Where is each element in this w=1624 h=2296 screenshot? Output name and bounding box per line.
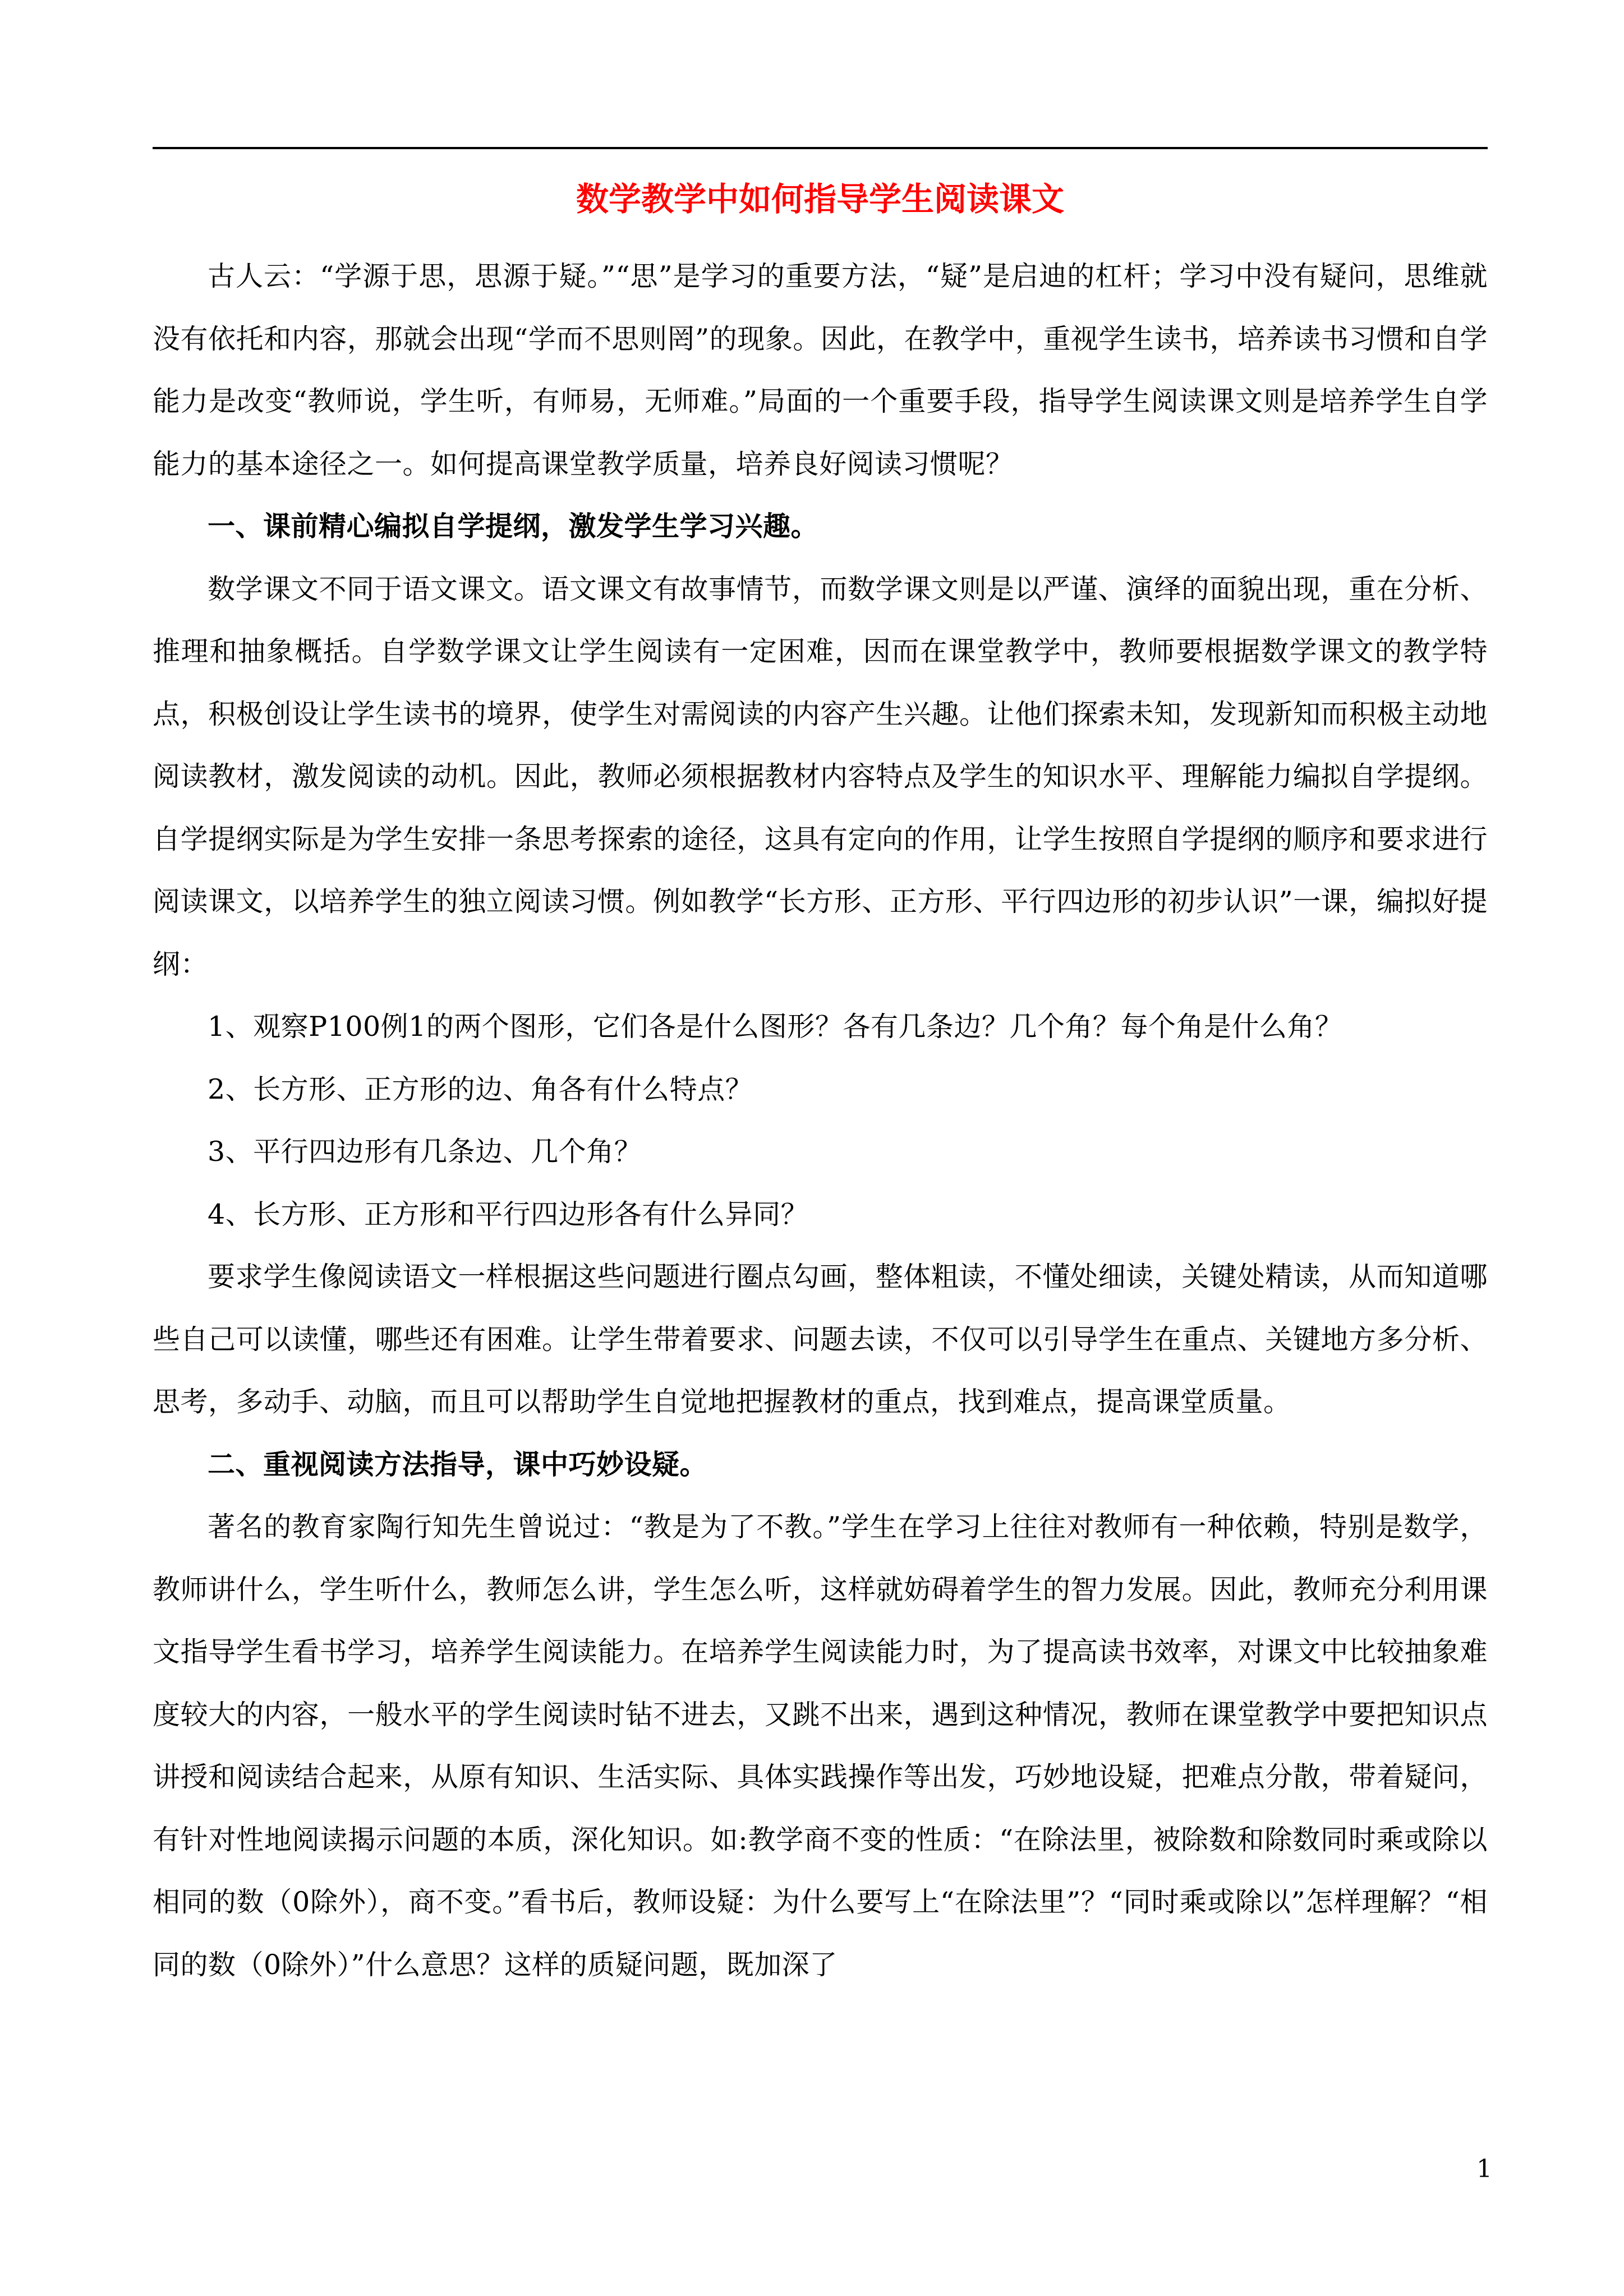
outline-item-4: 4、长方形、正方形和平行四边形各有什么异同？ <box>208 1198 809 1230</box>
document-title: 数学教学中如何指导学生阅读课文 <box>576 180 1064 218</box>
paragraph-section-1: 数学课文不同于语文课文。语文课文有故事情节，而数学课文则是以严谨、演绎的面貌出现，重在分析、推理和抽象概括。自学数学课文让学生阅读有一定困难，因而在课堂教学中，教师要根据数学课文的教学特点，积极创设让学生读书的境界，使学生对需阅读的内容产生兴趣。让他们探索未知，发现新知而积极主动地阅读教材，激发阅读的动机。因此，教师必须根据教材内容特点及学生的知识水平、理解能力编拟自学提纲。自学提纲实际是为学生安排一条思考探索的途径，这具有定向的作用，让学生按照自学提纲的顺序和要求进行阅读课文，以培养学生的独立阅读习惯。例如教学“长方形、正方形、平行四边形的初步认识”一课，编拟好提纲： <box>153 573 1488 980</box>
paragraph-intro: 古人云：“学源于思，思源于疑。”“思”是学习的重要方法，“疑”是启迪的杠杆；学习中没有疑问，思维就没有依托和内容，那就会出现“学而不思则罔”的现象。因此，在教学中，重视学生读书，培养读书习惯和自学能力是改变“教师说，学生听，有师易，无师难。”局面的一个重要手段，指导学生阅读课文则是培养学生自学能力的基本途径之一。如何提高课堂教学质量，培养良好阅读习惯呢？ <box>153 260 1488 480</box>
page-number: 1 <box>1476 2155 1492 2183</box>
outline-item-2: 2、长方形、正方形的边、角各有什么特点？ <box>208 1073 753 1105</box>
paragraph-section-2: 著名的教育家陶行知先生曾说过：“教是为了不教。”学生在学习上往往对教师有一种依赖，特别是数学，教师讲什么，学生听什么，教师怎么讲，学生怎么听，这样就妨碍着学生的智力发展。因此，教师充分利用课文指导学生看书学习，培养学生阅读能力。在培养学生阅读能力时，为了提高读书效率，对课文中比较抽象难度较大的内容，一般水平的学生阅读时钻不进去，又跳不出来，遇到这种情况，教师在课堂教学中要把知识点讲授和阅读结合起来，从原有知识、生活实际、具体实践操作等出发，巧妙地设疑，把难点分散，带着疑问，有针对性地阅读揭示问题的本质，深化知识。如:教学商不变的性质：“在除法里，被除数和除数同时乘或除以相同的数（0除外），商不变。”看书后，教师设疑：为什么要写上“在除法里”？“同时乘或除以”怎样理解？“相同的数（0除外）”什么意思？这样的质疑问题，既加深了 <box>153 1511 1488 1981</box>
section-heading-2: 二、重视阅读方法指导，课中巧妙设疑。 <box>208 1447 708 1481</box>
paragraph-reading-requirements: 要求学生像阅读语文一样根据这些问题进行圈点勾画，整体粗读，不懂处细读，关键处精读，从而知道哪些自己可以读懂，哪些还有困难。让学生带着要求、问题去读，不仅可以引导学生在重点、关键地方多分析、思考，多动手、动脑，而且可以帮助学生自觉地把握教材的重点，找到难点，提高课堂质量。 <box>153 1261 1488 1418</box>
document-body <box>153 245 1488 1996</box>
outline-item-3: 3、平行四边形有几条边、几个角？ <box>208 1136 642 1168</box>
header-rule <box>153 147 1488 149</box>
outline-item-1: 1、观察P100例1的两个图形，它们各是什么图形？各有几条边？几个角？每个角是什么角？ <box>208 1011 1343 1043</box>
section-heading-1: 一、课前精心编拟自学提纲，激发学生学习兴趣。 <box>208 510 819 542</box>
